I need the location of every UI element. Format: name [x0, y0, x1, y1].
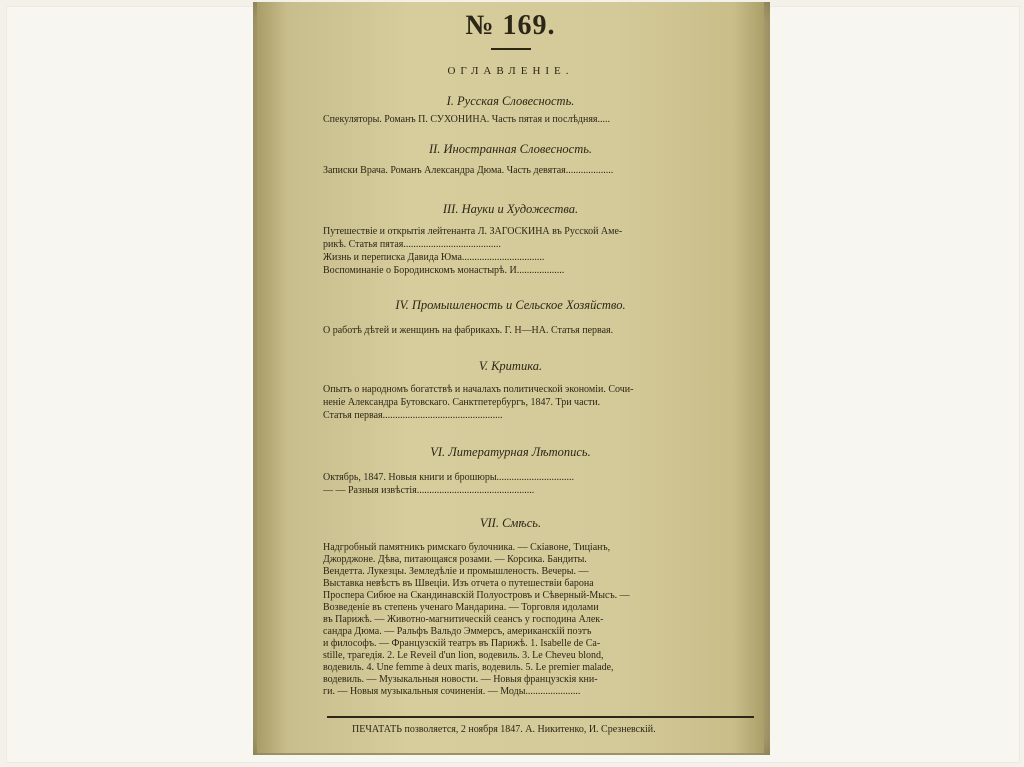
toc-line: ги. — Новыя музыкальныя сочиненія. — Моды......................: [323, 686, 581, 697]
section-heading-6: VI. Литературная Лѣтопись.: [430, 445, 591, 459]
toc-line: Путешествіе и открытія лейтенанта Л. ЗАГОСКИНА въ Русской Аме-: [323, 226, 623, 237]
header-rule: [491, 48, 531, 50]
toc-line: Спекуляторы. Романъ П. СУХОНИНА. Часть пятая и послѣдняя.....: [323, 114, 611, 125]
section-heading-7: VII. Смѣсь.: [479, 516, 542, 530]
toc-line: Жизнь и переписка Давида Юма.................................: [323, 252, 545, 263]
section-heading-1: I. Русская Словесность.: [446, 94, 575, 108]
footer-rule: [327, 716, 754, 718]
toc-line: Возведеніе въ степень ученаго Мандарина. — Торговля идолами: [323, 602, 599, 613]
toc-line: и философъ. — Французскій театръ въ Парижѣ. 1. Isabelle de Ca-: [323, 638, 601, 649]
censor-footer: ПЕЧАТАТЬ позволяется, 2 ноября 1847. А. Никитенко, И. Срезневскій.: [352, 724, 656, 735]
toc-line: Воспоминаніе о Бородинскомъ монастырѣ. И...................: [323, 265, 565, 276]
toc-line: неніе Александра Бутовскаго. Санктпетербургъ, 1847. Три части.: [323, 397, 601, 408]
toc-title: ОГЛАВЛЕНІЕ.: [447, 65, 574, 77]
toc-line: Проспера Сибюе на Скандинавскій Полуостровъ и Сѣверный-Мысъ. —: [323, 590, 630, 601]
section-heading-3: III. Науки и Художества.: [442, 202, 579, 216]
section-heading-5: V. Критика.: [478, 359, 543, 373]
toc-line: — — Разныя извѣстія...............................................: [323, 485, 535, 496]
toc-line: Джорджоне. Дѣва, питающаяся розами. — Корсика. Бандиты.: [323, 554, 587, 565]
toc-line: Статья первая................................................: [323, 410, 503, 421]
toc-line: водевиль. — Музыкальныя новости. — Новыя французскія кни-: [323, 674, 598, 685]
toc-line: Выставка невѣстъ въ Швеціи. Изъ отчета о путешествіи барона: [323, 578, 594, 589]
document-page: [257, 2, 764, 753]
toc-line: Записки Врача. Романъ Александра Дюма. Часть девятая...................: [323, 165, 614, 176]
issue-number: № 169.: [465, 10, 556, 41]
section-heading-2: II. Иностранная Словесность.: [428, 142, 593, 156]
toc-line: Опытъ о народномъ богатствѣ и началахъ политической экономіи. Сочи-: [323, 384, 634, 395]
toc-line: рикѣ. Статья пятая.......................................: [323, 239, 501, 250]
toc-line: водевиль. 4. Une femme à deux maris, водевиль. 5. Le premier malade,: [323, 662, 614, 673]
toc-line: Надгробный памятникъ римскаго булочника. — Скіавоне, Тиціанъ,: [323, 542, 611, 553]
toc-line: сандра Дюма. — Ральфъ Вальдо Эммерсъ, американскій поэтъ: [323, 626, 592, 637]
toc-line: въ Парижѣ. — Животно-магнитическій сеансъ у господина Алек-: [323, 614, 604, 625]
toc-line: Вендетта. Лукезцы. Земледѣліе и промышленость. Вечеры. —: [323, 566, 589, 577]
toc-line: Октябрь, 1847. Новыя книги и брошюры...............................: [323, 472, 575, 483]
toc-line: stille, трагедія. 2. Le Reveil d'un lion, водевиль. 3. Le Cheveu blond,: [323, 650, 604, 661]
toc-line: О работѣ дѣтей и женщинъ на фабрикахъ. Г. Н—НА. Статья первая.: [323, 325, 614, 336]
section-heading-4: IV. Промышленость и Сельское Хозяйство.: [395, 298, 626, 312]
